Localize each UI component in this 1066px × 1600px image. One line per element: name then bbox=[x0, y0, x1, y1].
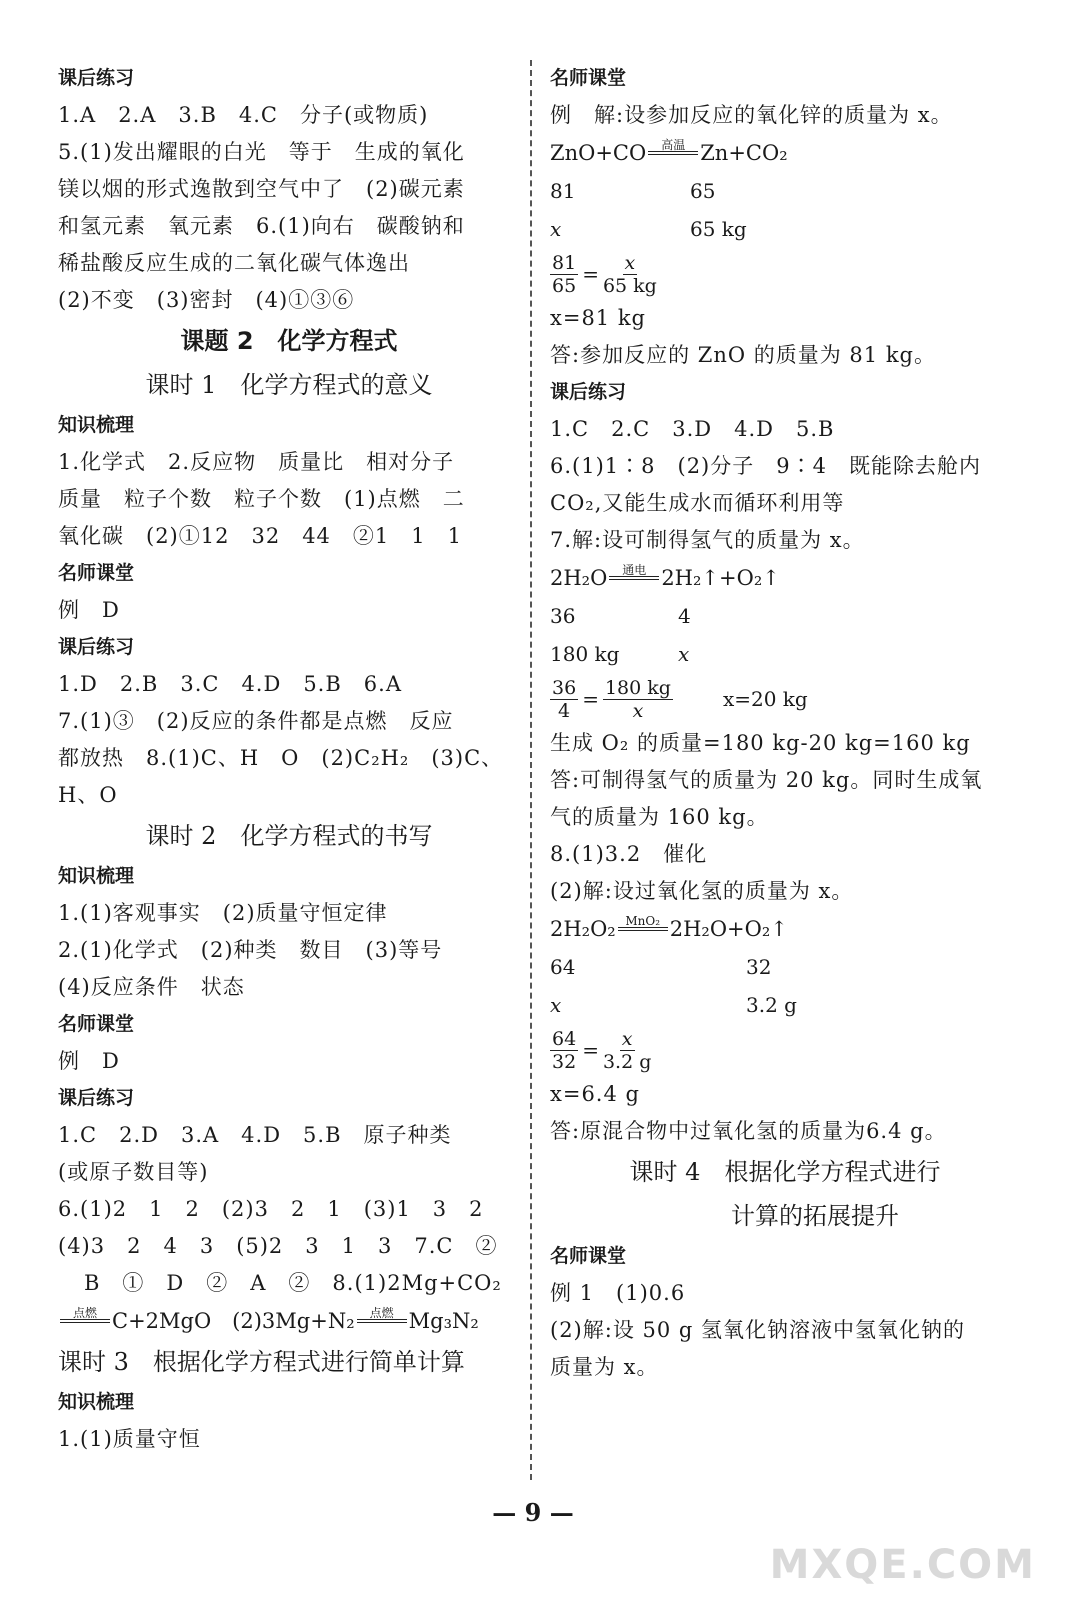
text-line: 1.C 2.D 3.A 4.D 5.B 原子种类 bbox=[58, 1123, 452, 1147]
topic-title: 课题 2 化学方程式 bbox=[180, 327, 398, 355]
text-line: 1.(1)客观事实 (2)质量守恒定律 bbox=[58, 901, 388, 925]
text-line: 质量为 x。 bbox=[550, 1355, 659, 1379]
equation-text: C+2MgO (2)3Mg+N₂ bbox=[112, 1309, 355, 1333]
result: x=20 kg bbox=[722, 687, 808, 711]
equals-bar bbox=[609, 576, 659, 580]
value: 3.2 g bbox=[746, 993, 797, 1017]
equation-text: 2H₂↑+O₂↑ bbox=[661, 566, 780, 590]
text-line: 稀盐酸反应生成的二氧化碳气体逸出 bbox=[58, 251, 410, 275]
value: x bbox=[550, 217, 562, 241]
fraction bbox=[603, 252, 657, 297]
mass-row bbox=[550, 948, 1020, 986]
lesson-title: 课时 2 化学方程式的书写 bbox=[145, 822, 433, 850]
text-line: 例 1 (1)0.6 bbox=[550, 1281, 686, 1305]
text-line: x=81 kg bbox=[550, 306, 647, 330]
numerator: 81 bbox=[552, 251, 577, 274]
numerator: 36 bbox=[552, 676, 577, 699]
value: 32 bbox=[746, 955, 772, 979]
text-line: 1.C 2.C 3.D 4.D 5.B bbox=[550, 417, 835, 441]
text-line: 和氢元素 氧元素 6.(1)向右 碳酸钠和 bbox=[58, 214, 465, 238]
value: 180 kg bbox=[550, 642, 620, 666]
denominator: 65 bbox=[552, 274, 577, 297]
text-line: 6.(1)2 1 2 (2)3 2 1 (3)1 3 2 bbox=[58, 1197, 484, 1221]
value: 65 bbox=[690, 179, 716, 203]
text-line: 7.解:设可制得氢气的质量为 x。 bbox=[550, 528, 865, 552]
reaction-condition: 高温 bbox=[661, 138, 686, 152]
equation-text: Zn+CO₂ bbox=[700, 141, 788, 165]
reaction-condition: 点燃 bbox=[72, 1306, 97, 1320]
mass-row bbox=[550, 986, 1020, 1024]
mass-row bbox=[550, 597, 1020, 635]
reaction-arrow bbox=[648, 139, 698, 155]
section-heading: 课后练习 bbox=[58, 1087, 135, 1109]
text-line: 例 解:设参加反应的氧化锌的质量为 x。 bbox=[550, 103, 953, 127]
denominator: x bbox=[632, 699, 644, 722]
text-line: 1.D 2.B 3.C 4.D 5.B 6.A bbox=[58, 672, 402, 696]
text-line: 8.(1)3.2 催化 bbox=[550, 842, 708, 866]
mass-row bbox=[550, 172, 1020, 210]
proportion: $\frac{64}{32}$ = $\frac{x}{3.2 g}$ bbox=[552, 1027, 652, 1073]
watermark: MXQE.COM bbox=[769, 1542, 1036, 1588]
text-line: (2)不变 (3)密封 (4)①③⑥ bbox=[58, 288, 355, 312]
left-column bbox=[58, 60, 520, 1458]
section-heading: 名师课堂 bbox=[550, 1245, 627, 1267]
text-line: 答:参加反应的 ZnO 的质量为 81 kg。 bbox=[550, 343, 936, 367]
section-heading: 名师课堂 bbox=[550, 67, 627, 89]
proportion: $\frac{36}{4}$ = $\frac{180 kg}{x}$ x=20 kg bbox=[552, 676, 808, 722]
text-line: 生成 O₂ 的质量=180 kg-20 kg=160 kg bbox=[550, 731, 971, 755]
numerator: 64 bbox=[552, 1027, 577, 1050]
text-line: H、O bbox=[58, 783, 118, 807]
text-line: (4)反应条件 状态 bbox=[58, 975, 245, 999]
value: x bbox=[678, 642, 690, 666]
section-heading: 名师课堂 bbox=[58, 562, 135, 584]
text-line: 都放热 8.(1)C、H O (2)C₂H₂ (3)C、 bbox=[58, 746, 504, 770]
text-line: 例 D bbox=[58, 1049, 120, 1073]
section-heading: 知识梳理 bbox=[58, 865, 135, 887]
right-column bbox=[550, 60, 1020, 1386]
column-divider bbox=[530, 60, 532, 1480]
section-heading: 知识梳理 bbox=[58, 414, 135, 436]
fraction bbox=[550, 252, 578, 297]
text-line: (或原子数目等) bbox=[58, 1160, 209, 1184]
value: x bbox=[550, 993, 562, 1017]
denominator: 65 kg bbox=[602, 274, 657, 297]
text-line: 7.(1)③ (2)反应的条件都是点燃 反应 bbox=[58, 709, 454, 733]
fraction bbox=[603, 677, 673, 722]
equation-line bbox=[550, 134, 1020, 172]
value: 81 bbox=[550, 179, 576, 203]
equation-text: 2H₂O bbox=[550, 566, 608, 590]
reaction-condition: 通电 bbox=[622, 563, 647, 577]
equation-text: 2H₂O+O₂↑ bbox=[669, 917, 788, 941]
lesson-title: 课时 3 根据化学方程式进行简单计算 bbox=[58, 1348, 465, 1376]
equation-text: Mg₃N₂ bbox=[408, 1309, 479, 1333]
equation-line bbox=[550, 559, 1020, 597]
reaction-condition: 点燃 bbox=[369, 1306, 394, 1320]
text-line: 质量 粒子个数 粒子个数 (1)点燃 二 bbox=[58, 487, 465, 511]
equals-bar bbox=[60, 1319, 110, 1323]
text-line: 2.(1)化学式 (2)种类 数目 (3)等号 bbox=[58, 938, 443, 962]
section-heading: 知识梳理 bbox=[58, 1391, 135, 1413]
mass-row bbox=[550, 210, 1020, 248]
equals-bar bbox=[648, 151, 698, 155]
numerator: 180 kg bbox=[604, 676, 671, 699]
text-line: 1.(1)质量守恒 bbox=[58, 1427, 201, 1451]
text-line: 镁以烟的形式逸散到空气中了 (2)碳元素 bbox=[58, 177, 465, 201]
fraction bbox=[603, 1028, 651, 1073]
equation-text: ZnO+CO bbox=[550, 141, 647, 165]
section-heading: 课后练习 bbox=[58, 67, 135, 89]
lesson-title: 计算的拓展提升 bbox=[731, 1202, 899, 1230]
text-line: (4)3 2 4 3 (5)2 3 1 3 7.C ② bbox=[58, 1234, 498, 1258]
text-line: 答:原混合物中过氧化氢的质量为6.4 g。 bbox=[550, 1119, 947, 1143]
equation-line bbox=[550, 910, 1020, 948]
section-heading: 名师课堂 bbox=[58, 1013, 135, 1035]
section-heading: 课后练习 bbox=[58, 636, 135, 658]
text-line: 1.化学式 2.反应物 质量比 相对分子 bbox=[58, 450, 455, 474]
reaction-arrow bbox=[618, 915, 668, 931]
denominator: 32 bbox=[552, 1050, 577, 1073]
value: 65 kg bbox=[690, 217, 747, 241]
text-line: B ① D ② A ② 8.(1)2Mg+CO₂ bbox=[84, 1271, 502, 1295]
value: 64 bbox=[550, 955, 576, 979]
denominator: 4 bbox=[558, 699, 571, 722]
reaction-arrow bbox=[60, 1307, 110, 1323]
equation-text: 2H₂O₂ bbox=[550, 917, 616, 941]
value: 36 bbox=[550, 604, 576, 628]
text-line: 5.(1)发出耀眼的白光 等于 生成的氧化 bbox=[58, 140, 465, 164]
reaction-arrow bbox=[357, 1307, 407, 1323]
text-line: CO₂,又能生成水而循环利用等 bbox=[550, 491, 845, 515]
proportion: $\frac{81}{65}$ = $\frac{x}{65 kg}$ bbox=[552, 251, 657, 297]
equation-line bbox=[58, 1302, 520, 1340]
text-line: (2)解:设 50 g 氢氧化钠溶液中氢氧化钠的 bbox=[550, 1318, 966, 1342]
denominator: 3.2 g bbox=[602, 1050, 652, 1073]
section-heading: 课后练习 bbox=[550, 381, 627, 403]
value: 4 bbox=[678, 604, 691, 628]
page-number: — 9 — bbox=[492, 1498, 574, 1527]
equals-bar bbox=[618, 927, 668, 931]
text-line: 氧化碳 (2)①12 32 44 ②1 1 1 bbox=[58, 524, 462, 548]
text-line: 6.(1)1∶8 (2)分子 9∶4 既能除去舱内 bbox=[550, 454, 981, 478]
numerator: x bbox=[624, 251, 636, 274]
text-line: 例 D bbox=[58, 598, 120, 622]
text-line: (2)解:设过氧化氢的质量为 x。 bbox=[550, 879, 854, 903]
reaction-arrow bbox=[609, 564, 659, 580]
text-line: 1.A 2.A 3.B 4.C 分子(或物质) bbox=[58, 103, 429, 127]
text-line: x=6.4 g bbox=[550, 1082, 640, 1106]
numerator: x bbox=[621, 1027, 633, 1050]
reaction-condition: MnO₂ bbox=[625, 914, 661, 928]
equals-bar bbox=[357, 1319, 407, 1323]
mass-row bbox=[550, 635, 1020, 673]
text-line: 答:可制得氢气的质量为 20 kg。同时生成氧 bbox=[550, 768, 983, 792]
fraction bbox=[550, 1028, 578, 1073]
fraction bbox=[550, 677, 578, 722]
lesson-title: 课时 1 化学方程式的意义 bbox=[145, 371, 433, 399]
lesson-title: 课时 4 根据化学方程式进行 bbox=[629, 1158, 941, 1186]
text-line: 气的质量为 160 kg。 bbox=[550, 805, 769, 829]
